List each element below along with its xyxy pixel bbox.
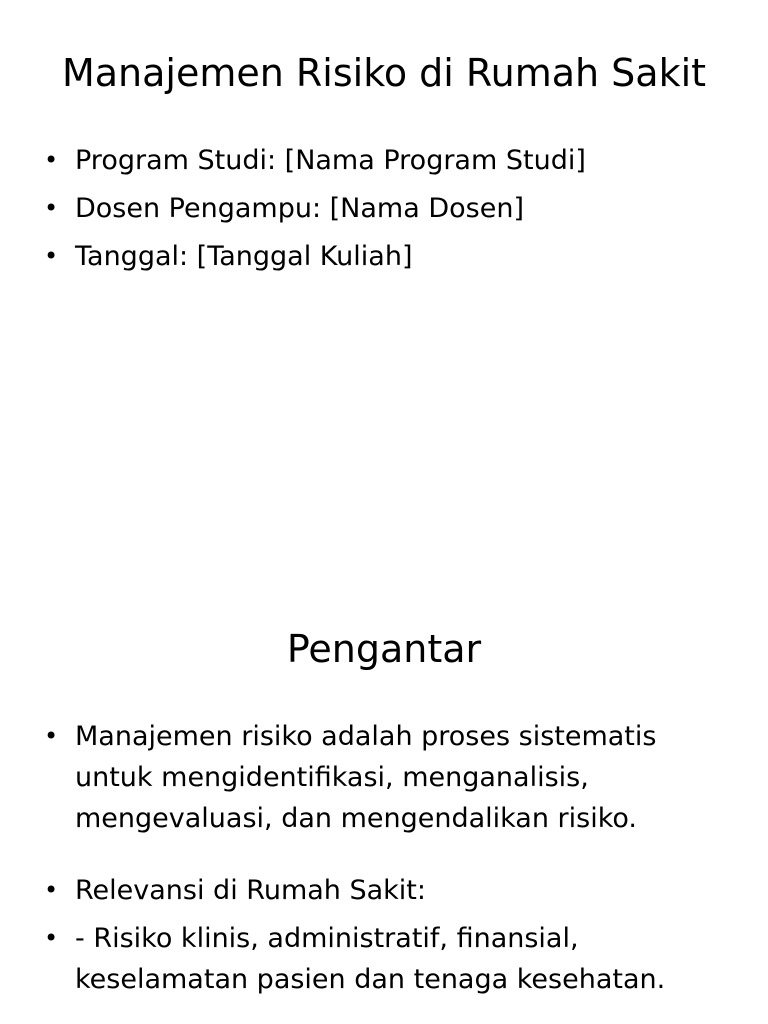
bullet-item	[44, 918, 724, 1000]
bullet-dot-icon: •	[44, 722, 59, 750]
bullet-item	[44, 140, 724, 181]
bullet-item	[44, 188, 724, 229]
slide-2	[0, 576, 768, 1024]
bullet-item	[44, 716, 724, 839]
bullet-text: Program Studi: [Nama Program Studi]	[75, 145, 586, 176]
bullet-list	[44, 140, 724, 284]
bullet-text: - Risiko klinis, administratif, finansial, keselamatan pasien dan tenaga kesehatan.	[75, 923, 666, 995]
bullet-dot-icon: •	[44, 876, 59, 904]
bullet-text: Relevansi di Rumah Sakit:	[75, 875, 426, 906]
bullet-dot-icon: •	[44, 924, 59, 952]
bullet-item	[44, 870, 724, 911]
bullet-dot-icon: •	[44, 194, 59, 222]
slide-title: Pengantar	[286, 627, 482, 671]
bullet-item	[44, 236, 724, 277]
bullet-dot-icon: •	[44, 242, 59, 270]
slide-title: Manajemen Risiko di Rumah Sakit	[61, 51, 707, 95]
bullet-dot-icon: •	[44, 146, 59, 174]
bullet-text: Manajemen risiko adalah proses sistematis untuk mengidentifikasi, menganalisis, mengevaluasi, dan mengendalikan risiko.	[75, 721, 657, 834]
bullet-text: Tanggal: [Tanggal Kuliah]	[75, 241, 413, 272]
bullet-text: Dosen Pengampu: [Nama Dosen]	[75, 193, 524, 224]
bullet-list	[44, 716, 724, 1007]
